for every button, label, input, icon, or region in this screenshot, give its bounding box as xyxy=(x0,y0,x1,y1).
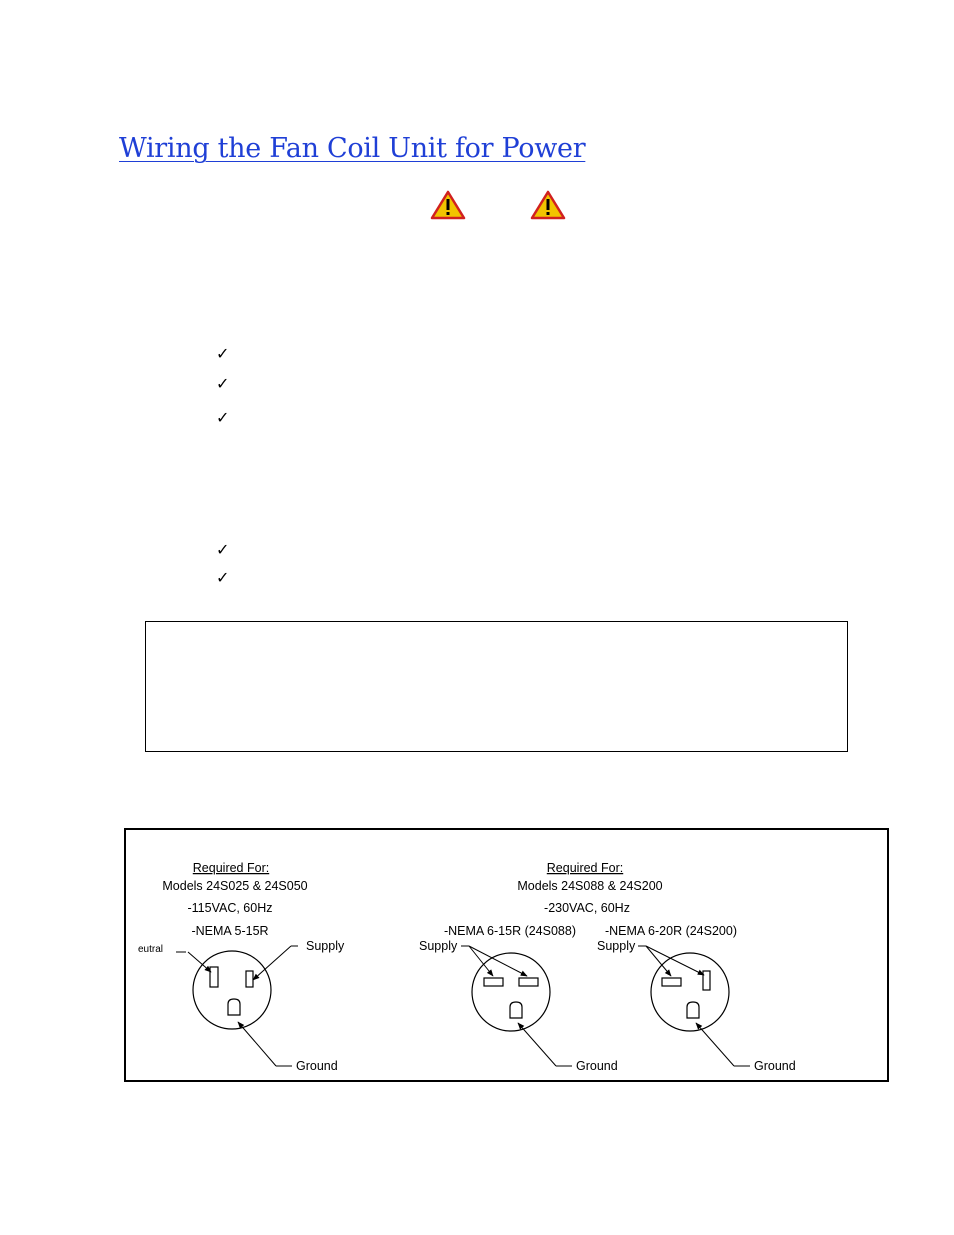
check-mark-icon: ✓ xyxy=(216,568,230,587)
right-supply-label-a: Supply xyxy=(419,939,458,953)
nema-6-20r-receptacle xyxy=(638,946,750,1066)
check-mark-icon: ✓ xyxy=(216,374,230,393)
left-supply-label: Supply xyxy=(306,939,345,953)
left-ground-label: Ground xyxy=(296,1059,338,1073)
right-heading: Required For: xyxy=(546,861,624,875)
nema-5-15r-receptacle xyxy=(176,946,298,1066)
page-title: Wiring the Fan Coil Unit for Power xyxy=(119,133,586,164)
warning-triangle-icon xyxy=(430,190,466,220)
right-ground-label-b: Ground xyxy=(754,1059,796,1073)
right-voltage: -230VAC, 60Hz xyxy=(544,901,630,915)
right-ground-label-a: Ground xyxy=(576,1059,618,1073)
right-nema-b: -NEMA 6-20R (24S200) xyxy=(604,924,738,938)
nema-6-15r-receptacle xyxy=(461,946,572,1066)
left-voltage: -115VAC, 60Hz xyxy=(187,901,273,915)
receptacle-diagram xyxy=(124,828,889,1082)
check-mark-icon: ✓ xyxy=(216,344,230,363)
receptacle-diagram-svg xyxy=(126,830,887,1080)
warning-triangle-icon xyxy=(530,190,566,220)
left-nema: -NEMA 5-15R xyxy=(191,924,269,938)
right-nema-a: -NEMA 6-15R (24S088) xyxy=(443,924,577,938)
check-mark-icon: ✓ xyxy=(216,540,230,559)
note-box xyxy=(145,621,848,752)
left-heading: Required For: xyxy=(192,861,270,875)
left-models: Models 24S025 & 24S050 xyxy=(162,879,308,893)
check-mark-icon: ✓ xyxy=(216,408,230,427)
left-neutral-label: eutral xyxy=(138,944,164,955)
right-supply-label-b: Supply xyxy=(597,939,636,953)
right-models: Models 24S088 & 24S200 xyxy=(517,879,663,893)
